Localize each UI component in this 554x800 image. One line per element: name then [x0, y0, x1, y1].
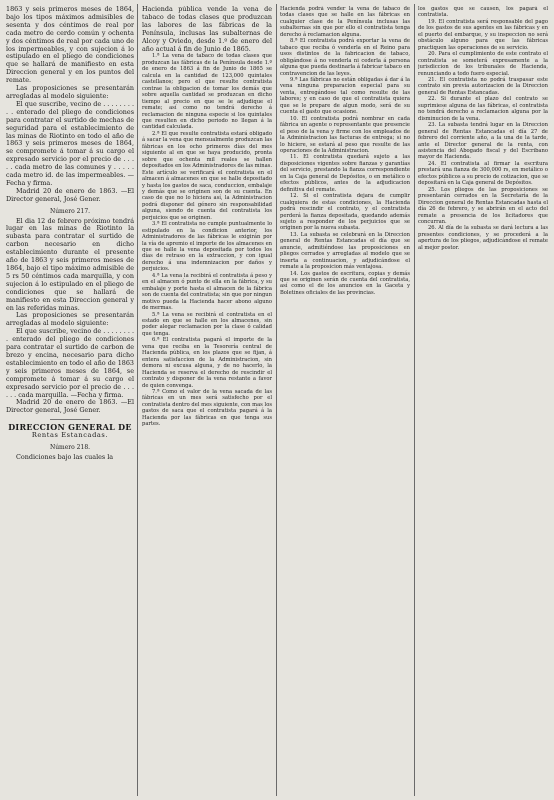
paragraph: 11. El contratista quedará sujeto a las disposiciones vigentes sobre fianzas y garantías del servicio, prestando la fianza correspondiente en la Caja general de Depósitos, o en metálico o efectos públicos, antes de la adjudicacion definitiva del remate.: [280, 154, 410, 193]
paragraph: Las proposiciones se presentarán arregladas al modelo siguiente:: [6, 311, 134, 328]
paragraph: 7.ª Como el valor de la vena sacada de las fábricas en un mes será satisfecho por el contratista dentro del mes siguiente, con mas los gastos de saca que el contratista pagará á la Hacienda por las fábricas en que tenga sus partes.: [142, 389, 272, 428]
column-2: [142, 6, 272, 796]
paragraph: 8.ª El contratista podrá exportar la vena de tabaco que reciba ó venderla en el Reino para usos distintos de la fabricacion de tabaco, obligándose á no venderla ni cederla á persona alguna que pueda destinarla á fabricar tabaco en contravencion de las leyes.: [280, 38, 410, 77]
notice-number: Número 218.: [49, 444, 91, 452]
paragraph: 25. Los pliegos de las proposiciones se presentarán cerrados en la Secretaría de la Direccion general de Rentas Estancadas hasta el día 26 de febrero, y se abrirán en el acto del remate a presencia de los licitadores que concurran.: [418, 186, 548, 225]
paragraph: 12. Si el contratista dejara de cumplir cualquiera de estas condiciones, la Hacienda podrá rescindir el contrato, y el contratista perderá la fianza depositada, quedando además sujeto a responder de los perjuicios que se originen por la nueva subasta.: [280, 193, 410, 232]
paragraph: 13. La subasta se celebrará en la Direccion general de Rentas Estancadas el día que se anuncie, admitiéndose las proposiciones en pliegos cerrados y arregladas al modelo que se inserta a continuacion, y adjudicándose el remate a la proposicion más ventajosa.: [280, 231, 410, 271]
paragraph: 9.ª Las fábricas no están obligadas á dar á la vena ninguna preparacion especial para su venta, entregándose tal como resulte de las labores; y en caso de que el contratista quiera que se le prepare de algun modo, será de su cuenta el gasto que ocasione.: [280, 76, 410, 116]
paragraph: 20. Para el cumplimiento de este contrato el contratista se someterá expresamente a la jurisdiccion de los tribunales de Hacienda, renunciando a todo fuero especial.: [418, 51, 548, 77]
signature-line: Madrid 20 de enero de 1863. —El Director general, José Gener.: [6, 186, 134, 203]
paragraph: 1863 y seis primeros meses de 1864, bajo los tipos máximos admisibles de sesenta y dos céntimos de real por cada metro de cerdo común y ochenta y dos céntimos de real por cada uno de los impermeables, y con sujecion á lo estipulado en el pliego de condiciones que se hallará de manifiesto en esta Direccion general y en los puntos del remate.: [6, 6, 134, 85]
paragraph: 6.ª El contratista pagará el importe de la vena que reciba en la Tesorería central de Hacienda pública, en los plazos que se fijan, á entera satisfaccion de la Administracion, sin demora ni excusa alguna, y de no hacerlo, la Hacienda se reserva el derecho de rescindir el contrato y disponer de la vena restante a favor de quien convenga.: [142, 337, 272, 389]
paragraph: Hacienda podrá vender la vena de tabaco de todas clases que se halle en las fábricas en cualquier clase de la Península inclusas las subalternas sin que por ello el contratista tenga derecho á reclamacion alguna.: [280, 6, 410, 38]
paragraph: El que suscribe, vecino de . . . . . . . . . . enterado del pliego de condiciones para contratar el surtido de mechas de seguridad para el establecimiento de las minas de Riotinto en todo el año de 1863 y seis primeros meses de 1864, se compromete á tomar á su cargo el expresado servicio por el precio de . . . . . cada metro de las comunes y . . . . . cada metro id. de las impermeables. —Fecha y firma.: [6, 99, 134, 187]
paragraph: Las proposiciones se presentarán arregladas al modelo siguiente:: [6, 84, 134, 100]
column-1: [6, 6, 134, 796]
paragraph: 26. Al día de la subasta se dará lectura a las presentes condiciones, y se procederá a la apertura de los pliegos, adjudicándose el remate al mejor postor.: [418, 225, 548, 251]
column-rule: [414, 4, 415, 796]
section-heading: DIRECCION GENERAL DE: [8, 422, 132, 433]
paragraph: 4.ª La vena la recibirá el contratista á peso y en el almacen ó punto de ella en la fábrica, y su embalaje y porte hasta el almacen de la fábrica son de cuenta del contratista; sin que por ningun motivo pueda la Hacienda hacer abono alguno de mermas.: [142, 272, 272, 312]
paragraph: 14. Los gastos de escritura, copias y demás que se originen serán de cuenta del contratista, así como el de los anuncios en la Gaceta y Boletines oficiales de las provincias.: [280, 270, 410, 296]
paragraph: Condiciones bajo las cuales la: [16, 452, 114, 461]
paragraph: 19. El contratista será responsable del pago de los gastos de sus agentes en las fábricas y en el puerto del embarque, y su inspeccion no será obstáculo alguno para que las fábricas practiquen las operaciones de su servicio.: [418, 18, 548, 51]
paragraph: El dia 12 de febrero próximo tendrá lugar en las minas de Riotinto la subasta para contratar el surtido de carbon necesario en dicho establecimiento durante el presente año de 1863 y seis primeros meses de 1864, bajo el tipo máximo admisible de 5 rs 50 céntimos cada marquilla, y con sujecion á lo estipulado en el pliego de condiciones que se hallará de manifiesto en esta Direccion general y en las referidas minas.: [6, 216, 134, 312]
divider: [50, 419, 90, 420]
paragraph: 10. El contratista podrá nombrar en cada fábrica un agente o representante que presencie el peso de la vena y firme con los empleados de la Administracion las facturas de entrega; si no lo hiciere, se estará al peso que resulte de las operaciones de la Administracion.: [280, 115, 410, 154]
paragraph: 21. El contratista no podrá traspasar este contrato sin previa autorizacion de la Direccion general de Rentas Estancadas.: [418, 76, 548, 96]
paragraph: El que suscribe, vecino de . . . . . . . . . enterado del pliego de condiciones para contratar el surtido de carbon de brezo y encina, necesario para dicho establecimiento en todo el año de 1863 y seis primeros meses de 1864, se compromete á tomar á su cargo el expresado servicio por el precio de . . . . . . cada marquilla. —Fecha y firma.: [6, 327, 134, 399]
paragraph: 1.ª La vena de tabaco de todas clases que produzcan las fábricas de la Península desde 1.º de enero de 1863 á fin de Junio de 1865 se calcula en la cantidad de 123,000 quintales castellanos; pero el que resulte contratista contrae la obligacion de tomar los demás que sobre aquella cantidad se produzcan en dicho tiempo al precio en que se le adjudique el remate; así como no tendrá derecho á reclamacion de ninguna especie si los quintales que resulten en dicho periodo no llegan á la cantidad calculada.: [142, 53, 272, 131]
column-rule: [137, 4, 138, 796]
column-4: [418, 6, 548, 796]
paragraph: Hacienda pública vende la vena de tabaco de todas clases que produzcan las labores de las fábricas de la Península, inclusas las subalternas de Alcoy y Oviedo, desde 1.º de enero del año actual á fin de Junio de 1865.: [142, 6, 272, 53]
paragraph: 22. Si durante el plazo del contrato se suprimiese alguna de las fábricas, el contratista no tendrá derecho a reclamacion alguna por la disminucion de la vena.: [418, 96, 548, 122]
signature-line: Madrid 20 de enero de 1863. —El Director general, José Gener.: [6, 398, 134, 415]
column-rule: [276, 4, 277, 796]
paragraph: 23. La subasta tendrá lugar en la Direccion general de Rentas Estancadas el día 27 de febrero del corriente año, a la una de la tarde, ante el Director general de la renta, con asistencia del Abogado fiscal y del Escribano mayor de Hacienda.: [418, 122, 548, 161]
paragraph: 2.ª El que resulte contratista estará obligado á sacar la vena que mensualmente produzcan las fábricas en los ocho primeros días del mes siguiente al en que se haya producido, pronta sobre que ochenta mil reales se hallen depositados en los Administradores de las minas. Este artículo se verificará el contratista en el almacen á almacenes en que se halle depositado y hasta los gastos de saca, conduccion, embalaje y demás que se originen son de su cuenta. En caso de que no lo hiciera así, la Administracion podrá disponer del género sin responsabilidad alguna, siendo de cuenta del contratista los perjuicios que se originen.: [142, 130, 272, 221]
column-3: [280, 6, 410, 796]
paragraph: 3.ª El contratista no cumple puntualmente lo estipulado en la condicion anterior, los Administradores de las fábricas le exigirán por la vía de apremio el importe de los almacenes en que se halle la vena depositada por todos los días de retraso en la extraccion, y con igual derecho á una indemnizacion por daños y perjuicios.: [142, 221, 272, 273]
section-subheading: Rentas Estancadas.: [31, 431, 109, 440]
paragraph: los gastos que se causen, los pagará el contratista.: [418, 6, 548, 19]
paragraph: 24. El contratista al firmar la escritura prestará una fianza de 300,000 rs, en metálico o efectos públicos a su precio de cotizacion, que se depositará en la Caja general de Depósitos.: [418, 160, 548, 187]
paragraph: 5.ª La vena se recibirá el contratista en el estado en que se halle en los almacenes, sin poder alegar reclamacion por la clase ó calidad que tenga.: [142, 311, 272, 337]
notice-number: Número 217.: [49, 207, 91, 215]
